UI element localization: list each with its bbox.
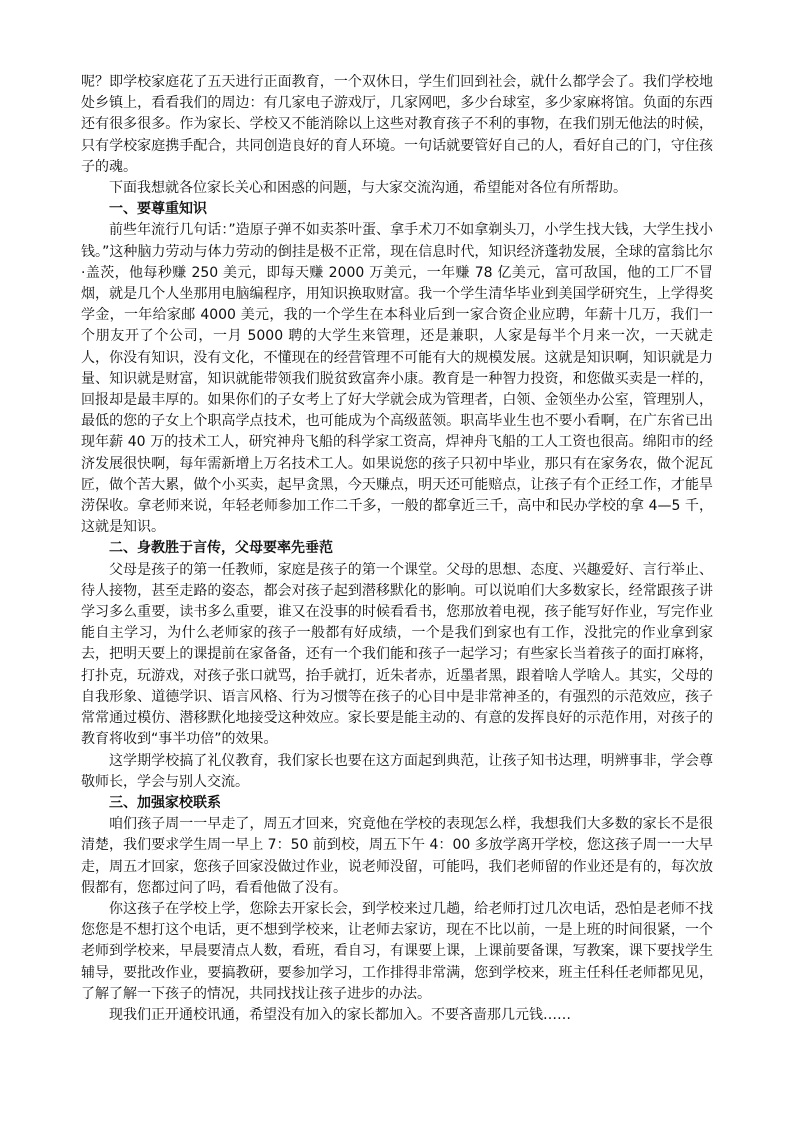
paragraph-visit-school: 你这孩子在学校上学，您除去开家长会，到学校来过几趟，给老师打过几次电话，恐怕是老师不找您您是不想打这个电话，更不想到学校来，让老师去家访，现在不比以前，一是上班的时间很紧，一个老师到学校来，早晨要清点人数，看班，看自习，有课要上课，上课前要备课，写教案，课下要找学生辅导，要批改作业，要搞教研，要参加学习，工作排得非常满，您到学校来，班主任科任老师都见见，了解了解一下孩子的情况，共同找找让孩子进步的办法。	[81, 900, 713, 1002]
document-page	[81, 72, 713, 1026]
paragraph-purpose: 下面我想就各位家长关心和困惑的问题，与大家交流沟通，希望能对各位有所帮助。	[109, 180, 627, 197]
paragraph-school-messaging: 现我们正开通校讯通，希望没有加入的家长都加入。不要吝啬那几元钱……	[109, 1006, 571, 1023]
paragraph-etiquette: 这学期学校搞了礼仪教育，我们家长也要在这方面起到典范，让孩子知书达理，明辨事非，学会尊敬师长，学会与别人交流。	[81, 752, 713, 790]
paragraph-parents-example: 父母是孩子的第一任教师，家庭是孩子的第一个课堂。父母的思想、态度、兴趣爱好、言行举止、待人接物，甚至走路的姿态，都会对孩子起到潜移默化的影响。可以说咱们大多数家长，经常跟孩子讲学习多么重要，读书多么重要，谁又在没事的时候看看书，您那放着电视，孩子能写好作业，写完作业能自主学习，为什么老师家的孩子一般都有好成绩，一个是我们到家也有工作，没批完的作业拿到家去，把明天要上的课提前在家备备，还有一个我们能和孩子一起学习；有些家长当着孩子的面打麻将，打扑克，玩游戏，对孩子张口就骂，抬手就打，近朱者赤，近墨者黑，跟着啥人学啥人。其实，父母的自我形象、道德学识、语言风格、行为习惯等在孩子的心目中是非常神圣的，有强烈的示范效应，孩子常常通过模仿、潜移默化地接受这种效应。家长要是能主动的、有意的发挥良好的示范作用，对孩子的教育将收到“事半功倍”的效果。	[81, 561, 713, 748]
paragraph-intro-continued: 呢？即学校家庭花了五天进行正面教育，一个双休日，学生们回到社会，就什么都学会了。我们学校地处乡镇上，看看我们的周边：有几家电子游戏厅，几家网吧，多少台球室，多少家麻将馆。负面的东西还有很多很多。作为家长、学校又不能消除以上这些对教育孩子不利的事物，在我们别无他法的时候，只有学校家庭携手配合，共同创造良好的育人环境。一句话就要管好自己的人，看好自己的门，守住孩子的魂。	[81, 74, 713, 175]
section-heading-home-school-contact: 三、加强家校联系	[109, 794, 221, 811]
section-heading-lead-by-example: 二、身教胜于言传，父母要率先垂范	[109, 540, 333, 557]
paragraph-knowledge: 前些年流行几句话：”造原子弹不如卖茶叶蛋、拿手术刀不如拿剃头刀，小学生找大钱，大学生找小钱。”这种脑力劳动与体力劳动的倒挂是极不正常，现在信息时代，知识经济蓬勃发展，全球的富翁比尔·盖茨，他每秒赚 250 美元，即每天赚 2000 万美元，一年赚 78 亿美元，富可敌国，他的工厂不冒烟，就是几个人坐那用电脑编程序，用知识换取财富。我一个学生清华毕业到美国学研究生，上学得奖学金，一年给家邮 4000 美元，我的一个学生在本科业后到一家合资企业应聘，年薪十几万，我们一个朋友开了个公司，一月 5000 聘的大学生来管理，还是兼职，人家是每半个月来一次，一天就走人，你没有知识，没有文化，不懂现在的经营管理不可能有大的规模发展。这就是知识啊，知识就是力量、知识就是财富，知识就能带领我们脱贫致富奔小康。教育是一种智力投资，和您做买卖是一样的，回报却是最丰厚的。如果你们的子女考上了好大学就会成为管理者，白领、金领坐办公室，管理别人，最低的您的子女上个职高学点技术，也可能成为个高级蓝领。职高毕业生也不要小看啊，在广东省已出现年薪 40 万的技术工人，研究神舟飞船的科学家工资高，焊神舟飞船的工人工资也很高。绵阳市的经济发展很快啊，每年需新增上万名技术工人。如果说您的孩子只初中毕业，那只有在家务农，做个泥瓦匠，做个苦大累，做个小买卖，起早贪黑，今天赚点，明天还可能赔点，让孩子有个正经工作，才能旱涝保收。拿老师来说，年轻老师参加工作二千多，一般的都拿近三千，高中和民办学校的拿 4—5 千，这就是知识。	[81, 222, 713, 536]
section-heading-respect-knowledge: 一、要尊重知识	[109, 201, 207, 218]
paragraph-school-schedule: 咱们孩子周一一早走了，周五才回来，究竟他在学校的表现怎么样，我想我们大多数的家长不是很清楚，我们要求学生周一早上 7：50 前到校，周五下午 4：00 多放学离开学校，您这孩子周一一大早走，周五才回家，您孩子回家没做过作业，说老师没留，可能吗，我们老师留的作业还是有的，每次放假都有，您都过问了吗，看看他做了没有。	[81, 816, 713, 896]
